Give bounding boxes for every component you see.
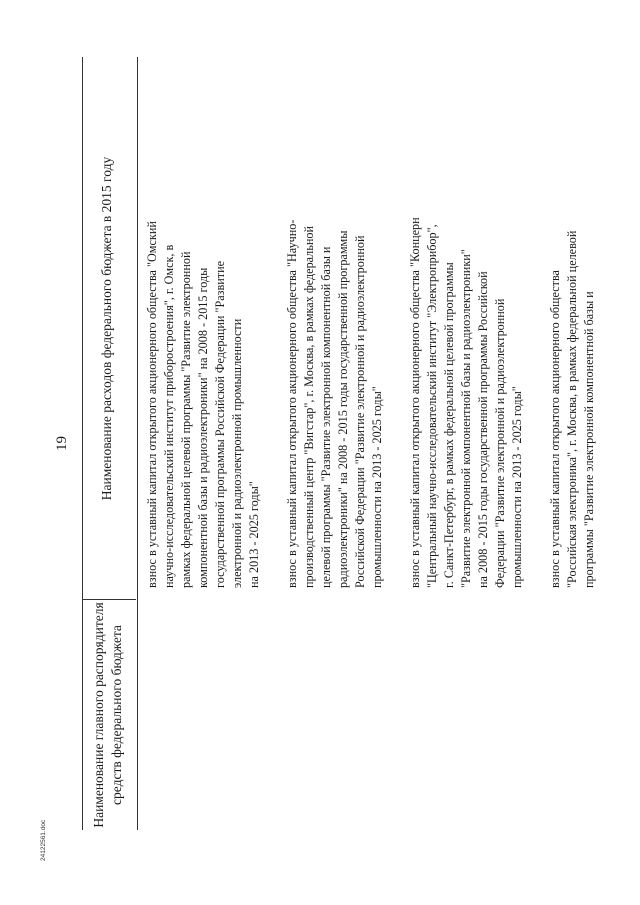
- column-header-budget-manager: [90, 600, 126, 830]
- entry-line: производственный центр "Вигстар", г. Москва, в рамках федеральной: [302, 226, 316, 588]
- entry-line: промышленности на 2013 - 2025 годы": [370, 386, 384, 588]
- expense-entries: [144, 60, 619, 588]
- entry-line: научно-исследовательский институт приборостроения", г. Омск, в: [162, 244, 176, 588]
- entry-line: рамках федеральной целевой программы "Развитие электронной: [179, 251, 193, 588]
- column-header-line: средств федерального бюджета: [109, 625, 124, 805]
- expense-entry-4: [547, 60, 598, 588]
- entry-line: компонентной базы и радиоэлектроники" на 2008 - 2015 годы: [196, 267, 210, 588]
- expense-entry-1: [144, 60, 263, 588]
- rotated-page: [50, 57, 596, 830]
- entry-line: взнос в уставный капитал открытого акционерного общества: [548, 270, 562, 588]
- entry-line: промышленности на 2013 - 2025 годы": [510, 386, 524, 588]
- expense-entry-3: [407, 60, 526, 588]
- entry-line: взнос в уставный капитал открытого акционерного общества "Концерн: [408, 217, 422, 588]
- entry-line: взнос в уставный капитал открытого акционерного общества "Научно-: [285, 219, 299, 588]
- entry-line: на 2008 - 2015 годы государственной программы Российской: [476, 271, 490, 588]
- document-code: 24122561.doc: [40, 819, 47, 861]
- entry-line: электронной и радиоэлектронной промышленности: [230, 318, 244, 588]
- page-number: 19: [54, 436, 70, 451]
- entry-line: Федерации "Развитие электронной и радиоэлектронной: [493, 298, 507, 588]
- entry-line: взнос в уставный капитал открытого акционерного общества "Омский: [145, 221, 159, 588]
- expense-entry-2: [284, 60, 386, 588]
- entry-line: г. Санкт-Петербург, в рамках федеральной целевой программы: [442, 262, 456, 588]
- entry-line: радиоэлектроники" на 2008 - 2015 годы государственной программы: [336, 230, 350, 588]
- entry-line: "Центральный научно-исследовательский институт "Электроприбор",: [425, 224, 439, 588]
- entry-line: на 2013 - 2025 годы": [247, 481, 261, 588]
- column-header-line: Наименование главного распорядителя: [91, 602, 106, 828]
- column-header-expense-name: Наименование расходов федерального бюджета в 2015 году: [99, 156, 114, 501]
- entry-line: "Развитие электронной компонентной базы и радиоэлектроники": [459, 249, 473, 588]
- entry-line: программы "Развитие электронной компонентной базы и: [582, 291, 596, 588]
- entry-line: Российской Федерации "Развитие электронной и радиоэлектронной: [353, 235, 367, 588]
- entry-line: государственной программы Российской Федерации "Развитие: [213, 260, 227, 588]
- entry-line: "Российская электроника", г. Москва, в рамках федеральной целевой: [565, 230, 579, 588]
- entry-line: целевой программы "Развитие электронной компонентной базы и: [319, 246, 333, 588]
